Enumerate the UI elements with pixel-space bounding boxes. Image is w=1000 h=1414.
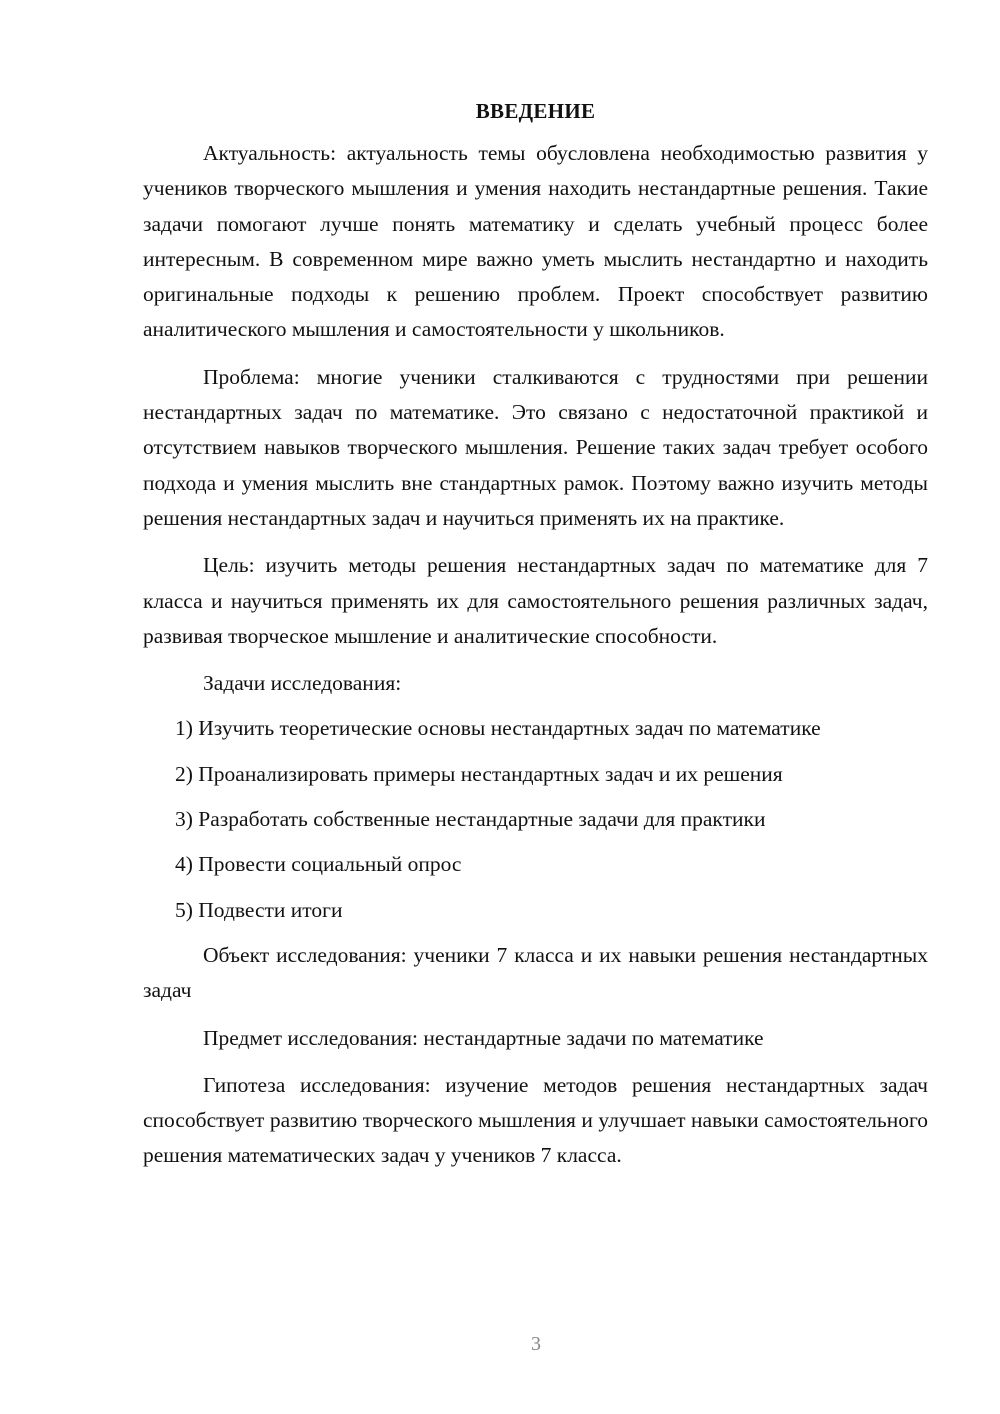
list-item: 4) Провести социальный опрос [175,852,462,877]
page-number: 3 [531,1333,541,1355]
goal-paragraph: Цель: изучить методы решения нестандартных задач по математике для 7 класса и научиться применять их для самостоятельного решения различных задач, развивая творческое мышление и аналитические способности. [143,553,928,648]
tasks-heading: Задачи исследования: [203,671,402,696]
object-paragraph: Объект исследования: ученики 7 класса и их навыки решения нестандартных задач [143,942,928,1003]
list-item: 5) Подвести итоги [175,897,343,922]
relevance-paragraph: Актуальность: актуальность темы обусловлена необходимостью развития у учеников творческого мышления и умения находить нестандартные решения. Такие задачи помогают лучше понять математику и сделать учебный процесс более интересным. В современном мире важно уметь мыслить нестандартно и находить оригинальные подходы к решению проблем. Проект способствует развитию аналитического мышления и самостоятельности у школьников. [143,141,928,342]
hypothesis-paragraph: Гипотеза исследования: изучение методов решения нестандартных задач способствует развитию творческого мышления и улучшает навыки самостоятельного решения математических задач у учеников 7 класса. [143,1072,928,1168]
document-page [143,96,928,1186]
problem-paragraph: Проблема: многие ученики сталкиваются с трудностями при решении нестандартных задач по математике. Это связано с недостаточной практикой и отсутствием навыков творческого мышления. Решение таких задач требует особого подхода и умения мыслить вне стандартных рамок. Поэтому важно изучить методы решения нестандартных задач и научиться применять их на практике. [143,364,928,530]
subject-paragraph: Предмет исследования: нестандартные задачи по математике [203,1025,764,1050]
page-title: ВВЕДЕНИЕ [475,99,596,123]
tasks-list [143,711,928,927]
list-item: 3) Разработать собственные нестандартные задачи для практики [175,807,766,832]
list-item: 2) Проанализировать примеры нестандартных задач и их решения [175,761,783,786]
list-item: 1) Изучить теоретические основы нестандартных задач по математике [175,716,821,741]
